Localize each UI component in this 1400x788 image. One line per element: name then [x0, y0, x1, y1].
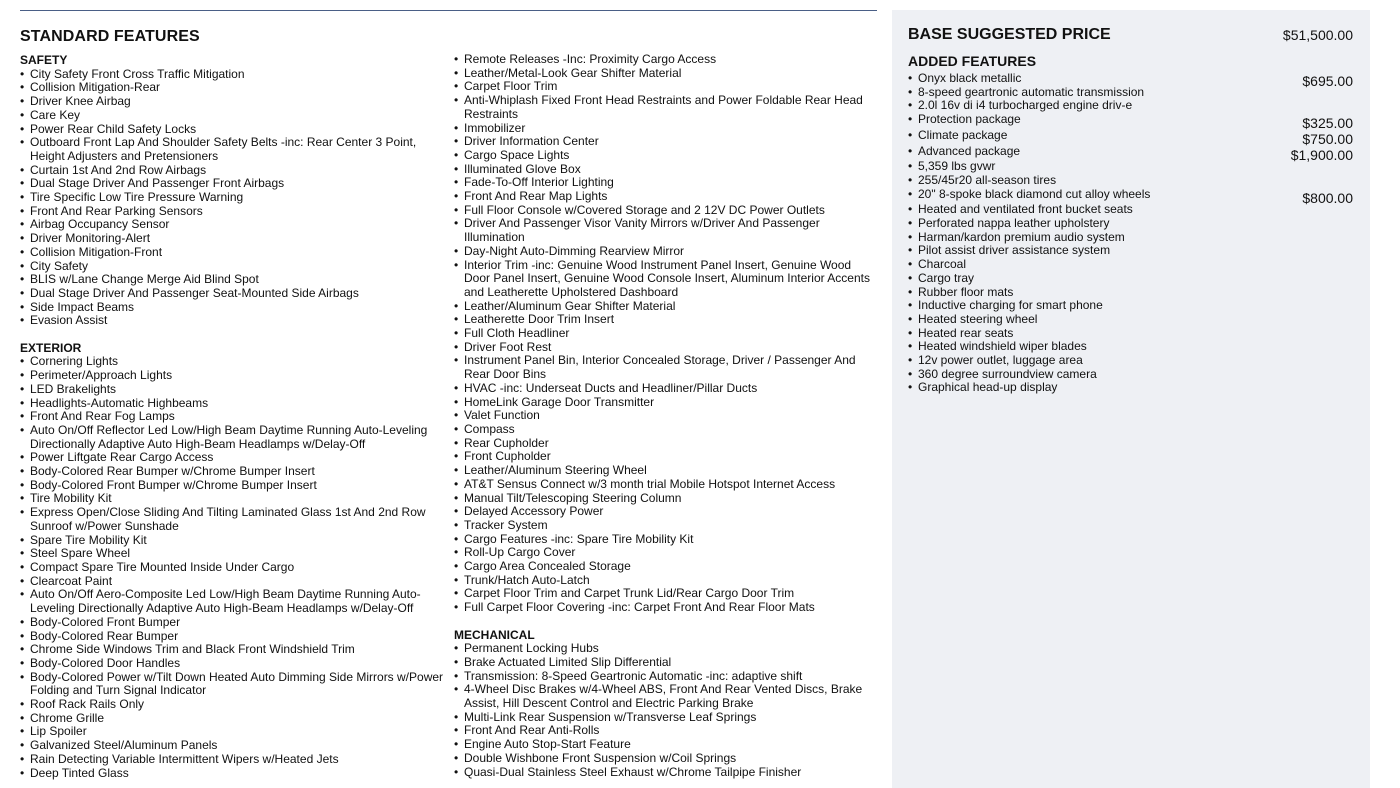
list-item: • Outboard Front Lap And Shoulder Safety Belts -inc: Rear Center 3 Point, Height Adjusters and Pretensioners: [20, 136, 445, 163]
list-item: • Roof Rack Rails Only: [20, 698, 445, 712]
list-item: • Body-Colored Power w/Tilt Down Heated Auto Dimming Side Mirrors w/Power Folding and Turn Signal Indicator: [20, 671, 445, 698]
feature-price: $325.00: [1302, 115, 1353, 132]
list-item: • Auto On/Off Aero-Composite Led Low/High Beam Daytime Running Auto-Leveling Directionally Adaptive Auto High-Beam Headlamps w/Delay-Off: [20, 588, 445, 615]
feature-label: Cargo tray: [918, 270, 975, 285]
list-item: • Steel Spare Wheel: [20, 547, 445, 561]
list-item: • Full Floor Console w/Covered Storage and 2 12V DC Power Outlets: [454, 204, 880, 218]
list-item: • Quasi-Dual Stainless Steel Exhaust w/Chrome Tailpipe Finisher: [454, 766, 880, 780]
list-item: • Chrome Grille: [20, 712, 445, 726]
list-item: • Evasion Assist: [20, 314, 445, 328]
feature-label: Inductive charging for smart phone: [918, 298, 1103, 313]
feature-label: Heated steering wheel: [918, 311, 1038, 326]
feature-label: 255/45r20 all-season tires: [918, 172, 1057, 187]
pricing-panel: [892, 10, 1370, 788]
feature-label: Heated windshield wiper blades: [918, 339, 1087, 354]
feature-label: Graphical head-up display: [918, 380, 1058, 395]
list-item: • Permanent Locking Hubs: [454, 642, 880, 656]
list-item: • Driver Monitoring-Alert: [20, 232, 445, 246]
list-item: • 4-Wheel Disc Brakes w/4-Wheel ABS, Front And Rear Vented Discs, Brake Assist, Hill Descent Control and Electric Parking Brake: [454, 683, 880, 710]
feature-label: Perforated nappa leather upholstery: [918, 216, 1110, 231]
list-item: [908, 143, 1353, 163]
list-item: [908, 381, 1353, 395]
list-item: [908, 299, 1353, 313]
list-item: • Full Carpet Floor Covering -inc: Carpet Front And Rear Floor Mats: [454, 601, 880, 615]
list-item: [908, 258, 1353, 272]
feature-label: 12v power outlet, luggage area: [918, 353, 1083, 368]
list-item: • LED Brakelights: [20, 383, 445, 397]
list-item: [908, 174, 1353, 188]
list-item: • Cornering Lights: [20, 355, 445, 369]
list-item: • Galvanized Steel/Aluminum Panels: [20, 739, 445, 753]
list-item: [908, 340, 1353, 354]
list-item: • Perimeter/Approach Lights: [20, 369, 445, 383]
feature-price: $695.00: [1302, 73, 1353, 89]
list-item: • Chrome Side Windows Trim and Black Front Windshield Trim: [20, 643, 445, 657]
list-item: [908, 286, 1353, 300]
list-item: [908, 160, 1353, 174]
list-item: • Airbag Occupancy Sensor: [20, 218, 445, 232]
list-item: [908, 272, 1353, 286]
mechanical-heading: MECHANICAL: [454, 627, 535, 642]
list-item: • Cargo Area Concealed Storage: [454, 560, 880, 574]
base-price-label: BASE SUGGESTED PRICE: [908, 26, 1111, 43]
list-item: • Tracker System: [454, 519, 880, 533]
feature-label: 2.0l 16v di i4 turbocharged engine driv-e: [918, 98, 1133, 113]
list-item: • Driver Information Center: [454, 135, 880, 149]
feature-label: 360 degree surroundview camera: [918, 366, 1097, 381]
list-item: • Side Impact Beams: [20, 301, 445, 315]
list-item: • Transmission: 8-Speed Geartronic Automatic -inc: adaptive shift: [454, 670, 880, 684]
features-column-1: [20, 54, 445, 780]
list-item: [908, 203, 1353, 217]
list-item: [908, 186, 1353, 206]
list-item: • Body-Colored Front Bumper w/Chrome Bumper Insert: [20, 479, 445, 493]
list-item: • Power Liftgate Rear Cargo Access: [20, 451, 445, 465]
list-item: • Lip Spoiler: [20, 725, 445, 739]
top-divider: [20, 10, 877, 11]
list-item: • Front Cupholder: [454, 450, 880, 464]
list-item: • Manual Tilt/Telescoping Steering Column: [454, 492, 880, 506]
list-item: • Leather/Aluminum Steering Wheel: [454, 464, 880, 478]
list-item: [908, 217, 1353, 231]
list-item: • Carpet Floor Trim: [454, 80, 880, 94]
features-column-2: [454, 53, 880, 779]
list-item: • Cargo Features -inc: Spare Tire Mobility Kit: [454, 533, 880, 547]
list-item: [908, 354, 1353, 368]
list-item: • BLIS w/Lane Change Merge Aid Blind Spot: [20, 273, 445, 287]
feature-label: Heated and ventilated front bucket seats: [918, 202, 1133, 217]
exterior-list: [20, 355, 445, 780]
list-item: • Express Open/Close Sliding And Tilting Laminated Glass 1st And 2nd Row Sunroof w/Power Sunshade: [20, 506, 445, 533]
safety-list: [20, 68, 445, 328]
list-item: • Front And Rear Fog Lamps: [20, 410, 445, 424]
list-item: • Driver Knee Airbag: [20, 95, 445, 109]
list-item: • City Safety: [20, 260, 445, 274]
base-price-value: $51,500.00: [1282, 27, 1353, 43]
feature-label: Onyx black metallic: [918, 71, 1022, 85]
list-item: • Double Wishbone Front Suspension w/Coil Springs: [454, 752, 880, 766]
list-item: • Collision Mitigation-Front: [20, 246, 445, 260]
feature-price: $800.00: [1302, 189, 1353, 206]
list-item: • Multi-Link Rear Suspension w/Transverse Leaf Springs: [454, 711, 880, 725]
list-item: [908, 231, 1353, 245]
list-item: • Spare Tire Mobility Kit: [20, 534, 445, 548]
feature-label: Heated rear seats: [918, 325, 1014, 340]
list-item: • Trunk/Hatch Auto-Latch: [454, 574, 880, 588]
list-item: • Rain Detecting Variable Intermittent Wipers w/Heated Jets: [20, 753, 445, 767]
standard-features-title: STANDARD FEATURES: [20, 28, 200, 45]
list-item: • Driver And Passenger Visor Vanity Mirrors w/Driver And Passenger Illumination: [454, 217, 880, 244]
list-item: • Front And Rear Anti-Rolls: [454, 724, 880, 738]
exterior-heading: EXTERIOR: [20, 340, 82, 355]
list-item: • Driver Foot Rest: [454, 341, 880, 355]
feature-label: Pilot assist driver assistance system: [918, 243, 1111, 258]
list-item: • Front And Rear Map Lights: [454, 190, 880, 204]
list-item: • Care Key: [20, 109, 445, 123]
list-item: • Full Cloth Headliner: [454, 327, 880, 341]
list-item: • Compass: [454, 423, 880, 437]
list-item: • Headlights-Automatic Highbeams: [20, 397, 445, 411]
list-item: • Clearcoat Paint: [20, 575, 445, 589]
list-item: • Dual Stage Driver And Passenger Front Airbags: [20, 177, 445, 191]
interior-list: [454, 53, 880, 615]
list-item: • AT&T Sensus Connect w/3 month trial Mobile Hotspot Internet Access: [454, 478, 880, 492]
list-item: [908, 327, 1353, 341]
list-item: • Front And Rear Parking Sensors: [20, 205, 445, 219]
list-item: • Remote Releases -Inc: Proximity Cargo Access: [454, 53, 880, 67]
list-item: • Carpet Floor Trim and Carpet Trunk Lid/Rear Cargo Door Trim: [454, 587, 880, 601]
list-item: • Leather/Aluminum Gear Shifter Material: [454, 300, 880, 314]
list-item: • Body-Colored Door Handles: [20, 657, 445, 671]
list-item: [908, 112, 1353, 132]
list-item: • Rear Cupholder: [454, 437, 880, 451]
list-item: [908, 313, 1353, 327]
list-item: • Body-Colored Rear Bumper w/Chrome Bumper Insert: [20, 465, 445, 479]
list-item: • Collision Mitigation-Rear: [20, 81, 445, 95]
feature-label: Harman/kardon premium audio system: [918, 229, 1125, 244]
list-item: [908, 99, 1353, 113]
list-item: • Leatherette Door Trim Insert: [454, 313, 880, 327]
feature-price: $1,900.00: [1290, 146, 1353, 163]
list-item: • Deep Tinted Glass: [20, 767, 445, 781]
list-item: • Power Rear Child Safety Locks: [20, 123, 445, 137]
list-item: • Delayed Accessory Power: [454, 505, 880, 519]
list-item: • Dual Stage Driver And Passenger Seat-Mounted Side Airbags: [20, 287, 445, 301]
feature-label: Climate package: [918, 127, 1008, 142]
list-item: • Auto On/Off Reflector Led Low/High Beam Daytime Running Auto-Leveling Directionally Adaptive Auto High-Beam Headlamps w/Delay-Off: [20, 424, 445, 451]
feature-label: Rubber floor mats: [918, 284, 1014, 299]
list-item: [908, 244, 1353, 258]
list-item: • Anti-Whiplash Fixed Front Head Restraints and Power Foldable Rear Head Restraints: [454, 94, 880, 121]
feature-label: 20" 8-spoke black diamond cut alloy wheels: [918, 186, 1151, 201]
list-item: • Brake Actuated Limited Slip Differential: [454, 656, 880, 670]
list-item: • Interior Trim -inc: Genuine Wood Instrument Panel Insert, Genuine Wood Door Panel Insert, Genuine Wood Console Insert, Aluminum Interior Accents and Leatherette Upholstered Dashboard: [454, 259, 880, 300]
list-item: [908, 71, 1353, 89]
list-item: • Leather/Metal-Look Gear Shifter Material: [454, 67, 880, 81]
feature-label: Charcoal: [918, 257, 967, 272]
list-item: • Valet Function: [454, 409, 880, 423]
list-item: • Curtain 1st And 2nd Row Airbags: [20, 164, 445, 178]
mechanical-list: [454, 642, 880, 779]
standard-features-section: [20, 28, 880, 788]
feature-label: Protection package: [918, 112, 1021, 127]
list-item: • City Safety Front Cross Traffic Mitigation: [20, 68, 445, 82]
list-item: • Roll-Up Cargo Cover: [454, 546, 880, 560]
added-features-heading: ADDED FEATURES: [908, 53, 1037, 69]
list-item: • HomeLink Garage Door Transmitter: [454, 396, 880, 410]
feature-label: Advanced package: [918, 143, 1021, 158]
list-item: • Compact Spare Tire Mounted Inside Under Cargo: [20, 561, 445, 575]
list-item: • Day-Night Auto-Dimming Rearview Mirror: [454, 245, 880, 259]
feature-price: $750.00: [1302, 130, 1353, 147]
list-item: • Tire Mobility Kit: [20, 492, 445, 506]
list-item: • Cargo Space Lights: [454, 149, 880, 163]
list-item: • Immobilizer: [454, 122, 880, 136]
list-item: • Fade-To-Off Interior Lighting: [454, 176, 880, 190]
list-item: • Body-Colored Front Bumper: [20, 616, 445, 630]
list-item: • Instrument Panel Bin, Interior Concealed Storage, Driver / Passenger And Rear Door Bins: [454, 354, 880, 381]
list-item: [908, 86, 1353, 100]
safety-heading: SAFETY: [20, 53, 68, 67]
list-item: • Body-Colored Rear Bumper: [20, 630, 445, 644]
list-item: • HVAC -inc: Underseat Ducts and Headliner/Pillar Ducts: [454, 382, 880, 396]
list-item: • Illuminated Glove Box: [454, 163, 880, 177]
list-item: [908, 368, 1353, 382]
feature-label: 5,359 lbs gvwr: [918, 159, 996, 174]
list-item: • Engine Auto Stop-Start Feature: [454, 738, 880, 752]
feature-label: 8-speed geartronic automatic transmission: [918, 84, 1145, 99]
list-item: [908, 127, 1353, 147]
base-price-row: [908, 26, 1353, 46]
list-item: • Tire Specific Low Tire Pressure Warning: [20, 191, 445, 205]
added-features-list: [908, 72, 1353, 395]
